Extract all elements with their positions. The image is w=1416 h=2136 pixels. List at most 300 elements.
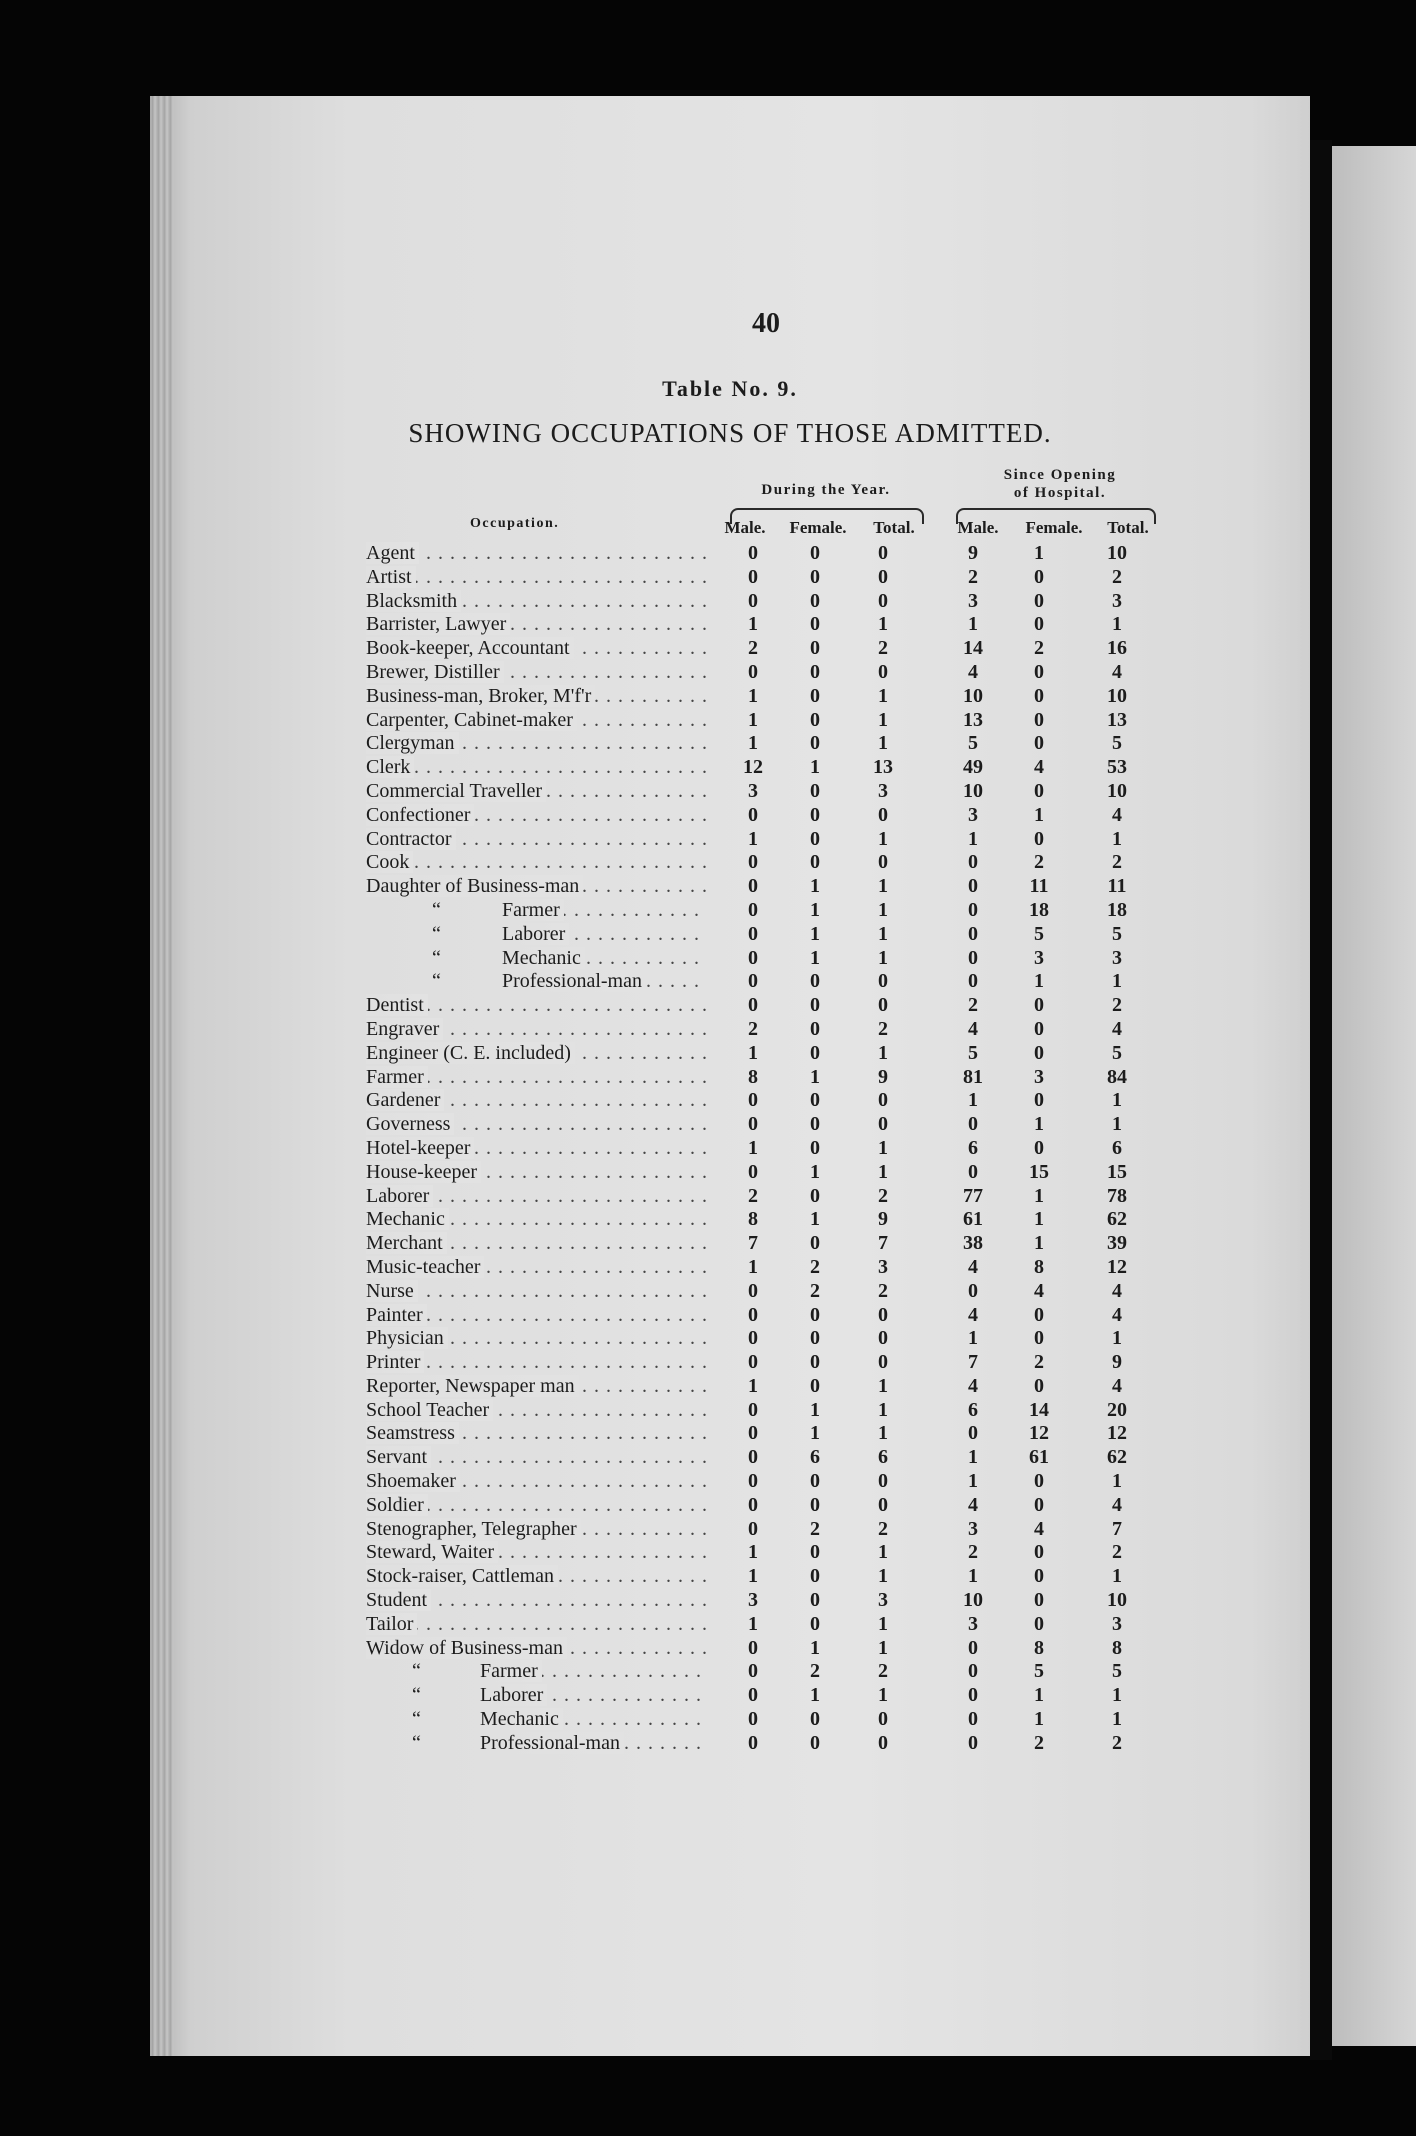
value-cell: 61 — [1029, 1446, 1049, 1469]
value-cell: 1 — [878, 922, 888, 945]
value-cell: 0 — [878, 1351, 888, 1374]
occupation-label: Physician — [366, 1327, 448, 1349]
occupation-cell — [366, 1137, 706, 1161]
value-cell: 4 — [1112, 660, 1122, 683]
value-cell: 12 — [1107, 1255, 1127, 1278]
value-cell: 4 — [1112, 1303, 1122, 1326]
occupation-cell — [366, 756, 706, 780]
value-cell: 0 — [878, 994, 888, 1017]
value-cell: 8 — [1034, 1255, 1044, 1278]
occupation-cell — [366, 875, 706, 899]
table-row — [366, 1399, 1166, 1423]
value-cell: 0 — [1034, 589, 1044, 612]
occupation-cell — [366, 1589, 706, 1613]
occupation-cell — [366, 1518, 706, 1542]
value-cell: 5 — [1112, 732, 1122, 755]
occupation-label: Confectioner — [366, 804, 474, 826]
table-row — [366, 1708, 1166, 1732]
value-cell: 2 — [968, 994, 978, 1017]
value-cell: 10 — [1107, 779, 1127, 802]
table-row — [366, 1066, 1166, 1090]
occupation-label: Tailor — [366, 1613, 417, 1635]
value-cell: 2 — [968, 1541, 978, 1564]
occupation-cell — [366, 661, 706, 685]
value-cell: 1 — [1112, 1327, 1122, 1350]
value-cell: 1 — [1034, 803, 1044, 826]
value-cell: 1 — [1112, 827, 1122, 850]
occupation-label: Farmer — [502, 899, 564, 921]
value-cell: 0 — [748, 922, 758, 945]
value-cell: 84 — [1107, 1065, 1127, 1088]
value-cell: 4 — [1034, 1279, 1044, 1302]
occupation-label: Mechanic — [366, 1208, 449, 1230]
table-row — [366, 732, 1166, 756]
value-cell: 1 — [968, 827, 978, 850]
occupation-label: Widow of Business-man — [366, 1637, 567, 1659]
ditto-mark: “ — [432, 922, 441, 945]
value-cell: 0 — [1034, 1470, 1044, 1493]
value-cell: 0 — [748, 898, 758, 921]
table-row — [366, 1351, 1166, 1375]
value-cell: 1 — [1112, 613, 1122, 636]
value-cell: 1 — [878, 1041, 888, 1064]
occupation-cell — [366, 1089, 706, 1113]
table-row — [366, 1018, 1166, 1042]
occupation-label: Clerk — [366, 756, 414, 778]
table-row — [366, 970, 1166, 994]
value-cell: 6 — [810, 1446, 820, 1469]
value-cell: 1 — [878, 1136, 888, 1159]
value-cell: 1 — [1034, 1708, 1044, 1731]
table-row — [366, 947, 1166, 971]
value-cell: 1 — [748, 613, 758, 636]
value-cell: 0 — [748, 1113, 758, 1136]
value-cell: 0 — [1034, 613, 1044, 636]
value-cell: 0 — [810, 1017, 820, 1040]
value-cell: 62 — [1107, 1446, 1127, 1469]
occupation-cell — [480, 1684, 706, 1708]
occupation-label: Reporter, Newspaper man — [366, 1375, 579, 1397]
value-cell: 7 — [748, 1232, 758, 1255]
occupation-label: Carpenter, Cabinet-maker — [366, 709, 577, 731]
table-row — [366, 875, 1166, 899]
table-row — [366, 709, 1166, 733]
table-row — [366, 1660, 1166, 1684]
page-number: 40 — [752, 308, 780, 339]
occupation-label: Clergyman — [366, 732, 459, 754]
value-cell: 3 — [968, 1517, 978, 1540]
value-cell: 0 — [748, 1089, 758, 1112]
value-cell: 1 — [748, 1136, 758, 1159]
occupation-label: Shoemaker — [366, 1470, 460, 1492]
value-cell: 0 — [878, 1089, 888, 1112]
occupation-label: Hotel-keeper — [366, 1137, 474, 1159]
value-cell: 0 — [1034, 1565, 1044, 1588]
value-cell: 2 — [748, 637, 758, 660]
occupation-cell — [366, 1232, 706, 1256]
occupation-label: Professional-man — [480, 1732, 624, 1754]
value-cell: 5 — [1034, 1660, 1044, 1683]
value-cell: 1 — [1112, 1113, 1122, 1136]
value-cell: 0 — [810, 1113, 820, 1136]
occupation-cell — [366, 780, 706, 804]
value-cell: 0 — [1034, 1303, 1044, 1326]
value-cell: 1 — [748, 708, 758, 731]
value-cell: 0 — [748, 994, 758, 1017]
value-cell: 1 — [748, 1541, 758, 1564]
value-cell: 1 — [878, 1612, 888, 1635]
value-cell: 13 — [963, 708, 983, 731]
value-cell: 0 — [810, 1612, 820, 1635]
value-cell: 0 — [1034, 827, 1044, 850]
occupation-cell — [366, 1399, 706, 1423]
table-row — [366, 1089, 1166, 1113]
table-row — [366, 542, 1166, 566]
ditto-mark: “ — [412, 1731, 421, 1754]
occupation-cell — [366, 542, 706, 566]
value-cell: 4 — [968, 1493, 978, 1516]
table-row — [366, 1208, 1166, 1232]
value-cell: 62 — [1107, 1208, 1127, 1231]
value-cell: 2 — [878, 1279, 888, 1302]
value-cell: 6 — [968, 1136, 978, 1159]
value-cell: 1 — [748, 1041, 758, 1064]
value-cell: 0 — [810, 613, 820, 636]
value-cell: 0 — [1034, 1493, 1044, 1516]
value-cell: 2 — [1034, 1351, 1044, 1374]
occupation-cell — [366, 851, 706, 875]
col-header-male-since: Male. — [957, 518, 999, 537]
value-cell: 0 — [810, 660, 820, 683]
value-cell: 4 — [968, 1255, 978, 1278]
value-cell: 1 — [878, 1636, 888, 1659]
occupation-label: Farmer — [480, 1660, 542, 1682]
table-row — [366, 1113, 1166, 1137]
value-cell: 13 — [1107, 708, 1127, 731]
value-cell: 0 — [968, 1708, 978, 1731]
value-cell: 1 — [810, 756, 820, 779]
value-cell: 1 — [810, 1684, 820, 1707]
occupation-label: Agent — [366, 542, 419, 564]
occupation-cell — [366, 1185, 706, 1209]
value-cell: 0 — [810, 1708, 820, 1731]
value-cell: 10 — [1107, 542, 1127, 564]
occupation-cell — [366, 1042, 706, 1066]
value-cell: 0 — [968, 922, 978, 945]
value-cell: 2 — [810, 1279, 820, 1302]
value-cell: 2 — [878, 1517, 888, 1540]
value-cell: 2 — [878, 1184, 888, 1207]
occupation-label: Soldier — [366, 1494, 428, 1516]
value-cell: 16 — [1107, 637, 1127, 660]
value-cell: 0 — [810, 637, 820, 660]
value-cell: 0 — [748, 1303, 758, 1326]
table-row — [366, 1589, 1166, 1613]
value-cell: 4 — [1034, 756, 1044, 779]
occupation-label: Merchant — [366, 1232, 447, 1254]
value-cell: 0 — [1034, 1589, 1044, 1612]
value-cell: 1 — [1112, 1470, 1122, 1493]
occupation-cell — [366, 1256, 706, 1280]
value-cell: 3 — [748, 1589, 758, 1612]
value-cell: 10 — [963, 779, 983, 802]
value-cell: 0 — [810, 827, 820, 850]
value-cell: 0 — [968, 970, 978, 993]
value-cell: 1 — [878, 946, 888, 969]
value-cell: 0 — [748, 1470, 758, 1493]
occupation-label: Servant — [366, 1446, 431, 1468]
table-row — [366, 1304, 1166, 1328]
value-cell: 9 — [1112, 1351, 1122, 1374]
value-cell: 2 — [810, 1660, 820, 1683]
value-cell: 0 — [810, 994, 820, 1017]
table-row — [366, 1161, 1166, 1185]
value-cell: 0 — [1034, 660, 1044, 683]
ditto-mark: “ — [412, 1708, 421, 1731]
occupation-label: Daughter of Business-man — [366, 875, 583, 897]
value-cell: 0 — [968, 898, 978, 921]
occupation-label: Printer — [366, 1351, 424, 1373]
occupation-cell — [366, 1565, 706, 1589]
value-cell: 0 — [878, 1708, 888, 1731]
value-cell: 1 — [1034, 1684, 1044, 1707]
value-cell: 7 — [1112, 1517, 1122, 1540]
occupation-cell — [366, 1375, 706, 1399]
value-cell: 7 — [878, 1232, 888, 1255]
occupation-label: Cook — [366, 851, 413, 873]
occupation-label: House-keeper — [366, 1161, 481, 1183]
value-cell: 2 — [878, 637, 888, 660]
value-cell: 0 — [748, 1446, 758, 1469]
occupation-cell — [366, 732, 706, 756]
col-header-male-year: Male. — [724, 518, 766, 537]
occupation-cell — [366, 1446, 706, 1470]
occupation-label: Engineer (C. E. included) — [366, 1042, 575, 1064]
table-row — [366, 1280, 1166, 1304]
value-cell: 1 — [810, 1160, 820, 1183]
value-cell: 0 — [878, 1327, 888, 1350]
value-cell: 0 — [748, 1731, 758, 1754]
col-header-total-year: Total. — [873, 518, 915, 537]
value-cell: 1 — [878, 684, 888, 707]
value-cell: 5 — [968, 732, 978, 755]
occupation-cell — [366, 804, 706, 828]
occupation-cell — [502, 923, 706, 947]
value-cell: 0 — [748, 589, 758, 612]
group-during-year: During the Year. — [761, 482, 891, 498]
value-cell: 0 — [1034, 1136, 1044, 1159]
occupation-label: Brewer, Distiller — [366, 661, 504, 683]
value-cell: 3 — [1112, 1612, 1122, 1635]
value-cell: 6 — [878, 1446, 888, 1469]
value-cell: 1 — [878, 1684, 888, 1707]
occupation-label: Painter — [366, 1304, 427, 1326]
table-row — [366, 1541, 1166, 1565]
table-row — [366, 1518, 1166, 1542]
value-cell: 0 — [748, 1160, 758, 1183]
value-cell: 0 — [968, 851, 978, 874]
table-row — [366, 804, 1166, 828]
value-cell: 0 — [878, 1470, 888, 1493]
value-cell: 0 — [878, 803, 888, 826]
value-cell: 0 — [1034, 779, 1044, 802]
value-cell: 12 — [1029, 1422, 1049, 1445]
value-cell: 13 — [873, 756, 893, 779]
value-cell: 5 — [1112, 922, 1122, 945]
value-cell: 1 — [1112, 1565, 1122, 1588]
value-cell: 8 — [1034, 1636, 1044, 1659]
occupation-label: Student — [366, 1589, 431, 1611]
occupation-cell — [366, 1613, 706, 1637]
value-cell: 1 — [968, 1565, 978, 1588]
value-cell: 1 — [1034, 1184, 1044, 1207]
occupation-label: Farmer — [366, 1066, 428, 1088]
value-cell: 7 — [968, 1351, 978, 1374]
value-cell: 1 — [810, 1398, 820, 1421]
book-spine — [1310, 140, 1332, 2060]
value-cell: 3 — [878, 779, 888, 802]
value-cell: 1 — [1112, 1708, 1122, 1731]
occupation-cell — [366, 1208, 706, 1232]
value-cell: 0 — [810, 565, 820, 588]
occupation-label: Gardener — [366, 1089, 444, 1111]
value-cell: 1 — [968, 1446, 978, 1469]
occupation-label: Business-man, Broker, M'f'r — [366, 685, 595, 707]
value-cell: 0 — [878, 1731, 888, 1754]
value-cell: 0 — [1034, 994, 1044, 1017]
table-row — [366, 1422, 1166, 1446]
value-cell: 3 — [1034, 946, 1044, 969]
value-cell: 5 — [1112, 1041, 1122, 1064]
value-cell: 0 — [810, 732, 820, 755]
value-cell: 3 — [1112, 589, 1122, 612]
occupation-cell — [366, 613, 706, 637]
value-cell: 0 — [748, 1327, 758, 1350]
value-cell: 8 — [748, 1208, 758, 1231]
value-cell: 1 — [748, 684, 758, 707]
value-cell: 1 — [810, 1422, 820, 1445]
occupation-label: Book-keeper, Accountant — [366, 637, 574, 659]
value-cell: 0 — [748, 1517, 758, 1540]
value-cell: 9 — [968, 542, 978, 564]
occupation-cell — [366, 1637, 706, 1661]
value-cell: 77 — [963, 1184, 983, 1207]
value-cell: 0 — [810, 1541, 820, 1564]
table-row — [366, 590, 1166, 614]
value-cell: 4 — [1112, 1279, 1122, 1302]
occupation-cell — [366, 1018, 706, 1042]
value-cell: 1 — [748, 1255, 758, 1278]
table-row — [366, 1637, 1166, 1661]
table-row — [366, 1446, 1166, 1470]
value-cell: 0 — [748, 970, 758, 993]
value-cell: 2 — [1112, 851, 1122, 874]
value-cell: 1 — [810, 922, 820, 945]
value-cell: 0 — [748, 1398, 758, 1421]
value-cell: 1 — [878, 1541, 888, 1564]
occupation-label: Artist — [366, 566, 416, 588]
value-cell: 0 — [810, 1493, 820, 1516]
occupation-label: Stock-raiser, Cattleman — [366, 1565, 558, 1587]
occupation-label: Laborer — [366, 1185, 433, 1207]
value-cell: 0 — [748, 1422, 758, 1445]
occupation-cell — [366, 637, 706, 661]
occupation-label: Seamstress — [366, 1422, 459, 1444]
value-cell: 38 — [963, 1232, 983, 1255]
value-cell: 0 — [810, 1374, 820, 1397]
value-cell: 78 — [1107, 1184, 1127, 1207]
value-cell: 0 — [878, 565, 888, 588]
occupation-cell — [366, 1494, 706, 1518]
value-cell: 0 — [810, 1351, 820, 1374]
occupation-cell — [366, 709, 706, 733]
value-cell: 0 — [878, 589, 888, 612]
value-cell: 1 — [1034, 542, 1044, 564]
value-cell: 1 — [810, 875, 820, 898]
occupation-cell — [366, 566, 706, 590]
occupation-label: Professional-man — [502, 970, 646, 992]
value-cell: 0 — [810, 1041, 820, 1064]
table-row — [366, 613, 1166, 637]
value-cell: 0 — [878, 1303, 888, 1326]
table-row — [366, 1565, 1166, 1589]
value-cell: 10 — [963, 1589, 983, 1612]
value-cell: 0 — [1034, 565, 1044, 588]
value-cell: 0 — [748, 660, 758, 683]
occupation-cell — [366, 1327, 706, 1351]
value-cell: 0 — [1034, 1017, 1044, 1040]
occupation-cell — [366, 1351, 706, 1375]
table-row — [366, 1327, 1166, 1351]
value-cell: 0 — [810, 851, 820, 874]
value-cell: 2 — [1112, 1541, 1122, 1564]
occupation-label: Governess — [366, 1113, 454, 1135]
col-header-total-since: Total. — [1107, 518, 1149, 537]
value-cell: 1 — [748, 732, 758, 755]
value-cell: 8 — [748, 1065, 758, 1088]
value-cell: 1 — [748, 827, 758, 850]
occupation-cell — [366, 590, 706, 614]
value-cell: 1 — [878, 1565, 888, 1588]
value-cell: 2 — [878, 1660, 888, 1683]
occupation-label: Contractor — [366, 828, 456, 850]
value-cell: 0 — [1034, 1541, 1044, 1564]
value-cell: 1 — [878, 708, 888, 731]
table-row — [366, 1137, 1166, 1161]
value-cell: 0 — [878, 1113, 888, 1136]
occupation-cell — [366, 828, 706, 852]
value-cell: 0 — [810, 1089, 820, 1112]
value-cell: 1 — [810, 898, 820, 921]
table-row — [366, 756, 1166, 780]
value-cell: 0 — [748, 1708, 758, 1731]
value-cell: 1 — [878, 875, 888, 898]
occupation-label: Dentist — [366, 994, 428, 1016]
occupation-table — [366, 542, 1166, 1756]
value-cell: 2 — [878, 1017, 888, 1040]
value-cell: 2 — [810, 1255, 820, 1278]
value-cell: 0 — [748, 542, 758, 564]
value-cell: 1 — [878, 732, 888, 755]
table-row — [366, 1185, 1166, 1209]
table-row — [366, 685, 1166, 709]
value-cell: 0 — [878, 851, 888, 874]
value-cell: 0 — [810, 708, 820, 731]
value-cell: 0 — [1034, 1089, 1044, 1112]
table-row — [366, 899, 1166, 923]
occupation-label: Music-teacher — [366, 1256, 484, 1278]
table-row — [366, 1732, 1166, 1756]
